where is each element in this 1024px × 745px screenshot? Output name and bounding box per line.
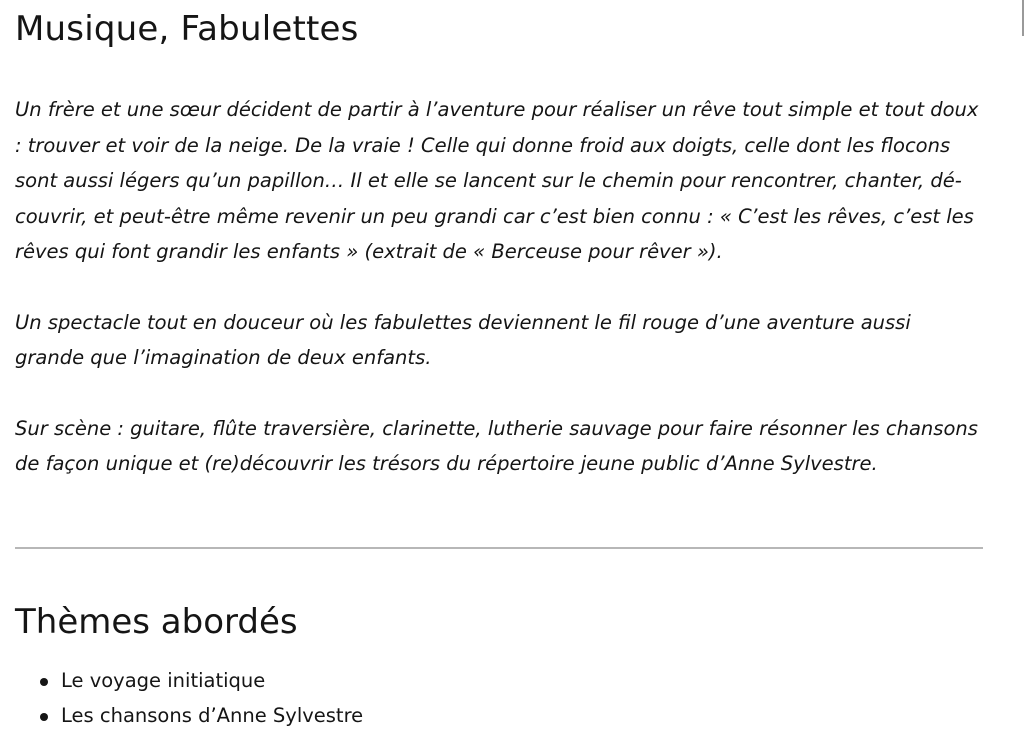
list-item — [15, 698, 982, 734]
section-divider — [15, 547, 983, 549]
description-paragraph-1: Un frère et une sœur décident de partir à l’aventure pour réaliser un rêve tout simple et tout doux : trouver et voir de la neige. De la vraie ! Celle qui donne froid aux doigts, celle dont les flocons sont aussi légers qu’un papillon… Il et elle se lancent sur le chemin pour rencontrer, chanter, dé-couvrir, et peut-être même revenir un peu grandi car c’est bien connu : « C’est les rêves, c’est les rêves qui font grandir les enfants » (extrait de « Berceuse pour rêver »). — [15, 98, 979, 263]
bullet-icon — [40, 713, 48, 721]
list-item — [15, 663, 982, 699]
themes-heading: Thèmes abordés — [15, 601, 298, 642]
page-title: Musique, Fabulettes — [15, 9, 359, 49]
theme-label: Les chansons d’Anne Sylvestre — [61, 704, 364, 727]
description-paragraph-3: Sur scène : guitare, flûte traversière, clarinette, lutherie sauvage pour faire résonner les chansons de façon unique et (re)découvrir les trésors du répertoire jeune public d’Anne Sylvestre. — [15, 416, 978, 475]
themes-list — [15, 663, 982, 734]
theme-label: Le voyage initiatique — [61, 668, 266, 692]
description-paragraph-2: Un spectacle tout en douceur où les fabulettes deviennent le fil rouge d’une aventure aussi grande que l’imagination de deux enfants. — [15, 310, 911, 369]
bullet-icon — [40, 678, 48, 686]
